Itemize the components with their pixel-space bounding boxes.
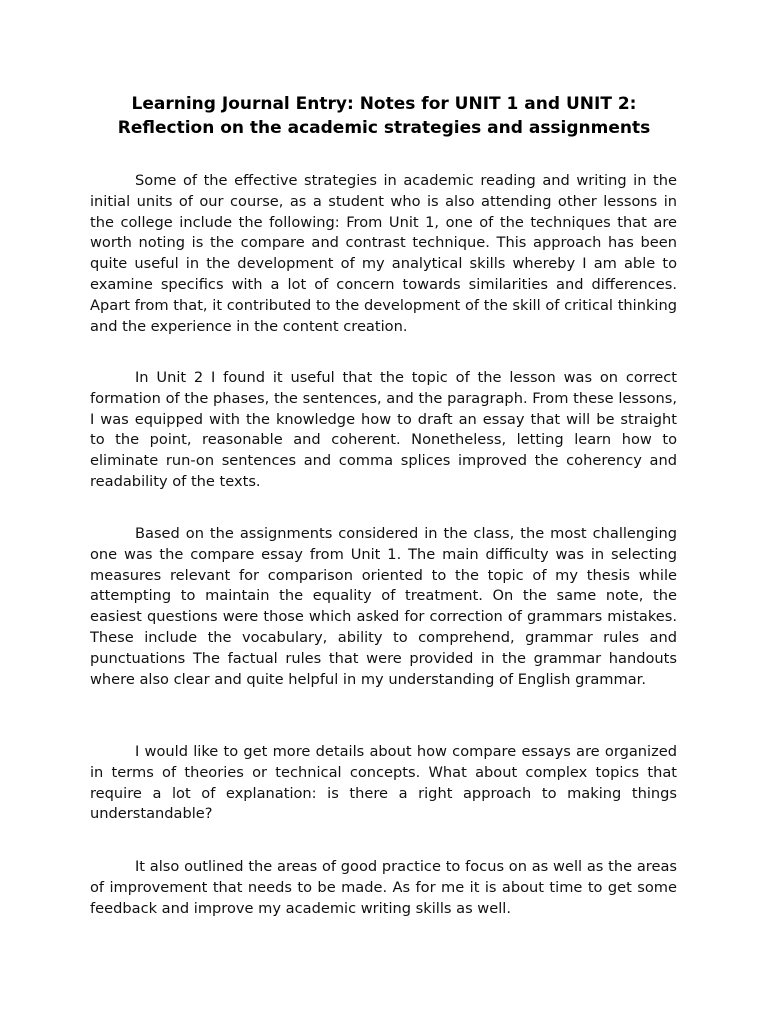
document-title: [90, 92, 678, 140]
paragraph-unit2-lessons: In Unit 2 I found it useful that the topic of the lesson was on correct formation of the phases, the sentences, and the paragraph. From these lessons, I was equipped with the knowledge how to draft an essay that will be straight to the point, reasonable and coherent. Nonetheless, letting learn how to eliminate run-on sentences and comma splices improved the coherency and readability of the texts.: [90, 369, 677, 490]
paragraph-questions: I would like to get more details about how compare essays are organized in terms of theories or technical concepts. What about complex topics that require a lot of explanation: is there a right approach to making things understandable?: [90, 743, 677, 823]
paragraph-conclusion: It also outlined the areas of good practice to focus on as well as the areas of improvement that needs to be made. As for me it is about time to get some feedback and improve my academic writing skills as well.: [90, 858, 677, 917]
paragraph-unit1-strategies: Some of the effective strategies in academic reading and writing in the initial units of our course, as a student who is also attending other lessons in the college include the following: From Unit 1, one of the techniques that are worth noting is the compare and contrast technique. This approach has been quite useful in the development of my analytical skills whereby I am able to examine specifics with a lot of concern towards similarities and differences. Apart from that, it contributed to the development of the skill of critical thinking and the experience in the content creation.: [90, 172, 677, 335]
title-line-1: Learning Journal Entry: Notes for UNIT 1 and UNIT 2:: [131, 94, 637, 114]
title-line-2: Reflection on the academic strategies and assignments: [117, 118, 651, 138]
paragraph-assignments: Based on the assignments considered in the class, the most challenging one was the compare essay from Unit 1. The main difficulty was in selecting measures relevant for comparison oriented to the topic of my thesis while attempting to maintain the equality of treatment. On the same note, the easiest questions were those which asked for correction of grammars mistakes. These include the vocabulary, ability to comprehend, grammar rules and punctuations The factual rules that were provided in the grammar handouts where also clear and quite helpful in my understanding of English grammar.: [90, 525, 677, 688]
